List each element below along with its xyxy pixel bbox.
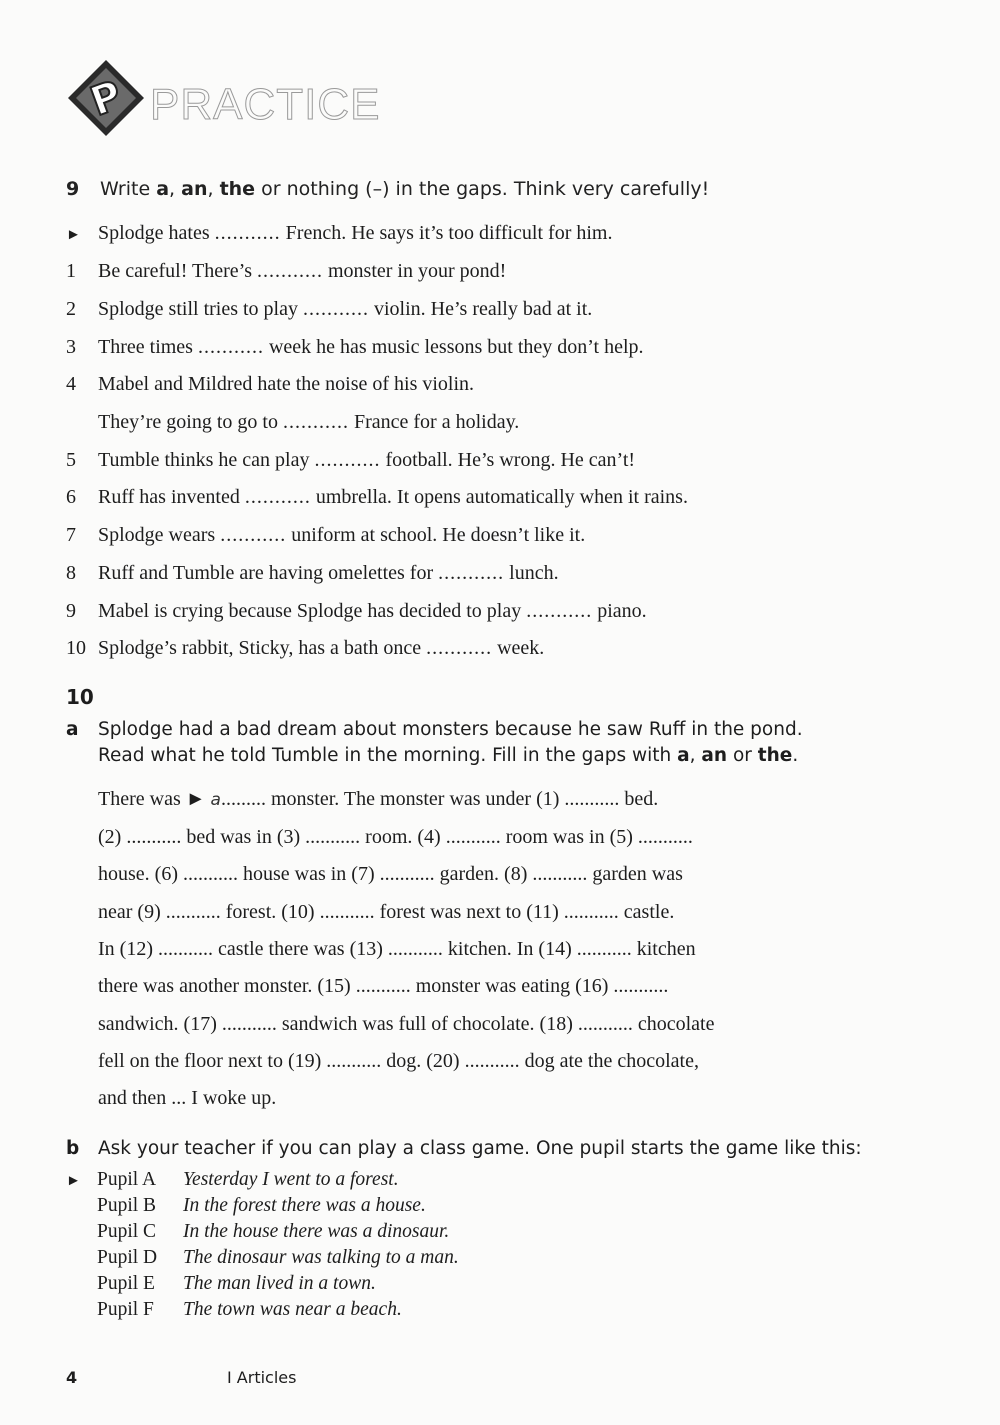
page-number: 4 xyxy=(66,1368,78,1387)
exercise-10-number: 10 xyxy=(66,685,94,709)
story-line: fell on the floor next to (19) ........... dog. (20) ........... dog ate the chocolate, xyxy=(98,1050,699,1072)
list-item: 1 Be careful! There’s ........... monster in your pond! xyxy=(66,260,507,282)
story-line: there was another monster. (15) ........... monster was eating (16) ........... xyxy=(98,975,669,997)
list-item: 8 Ruff and Tumble are having omelettes for ........... lunch. xyxy=(66,562,559,584)
pupil-line: Pupil C In the house there was a dinosaur. xyxy=(97,1221,450,1242)
story-line: sandwich. (17) ........... sandwich was full of chocolate. (18) ........... chocolate xyxy=(98,1013,715,1035)
list-item: 6 Ruff has invented ........... umbrella. It opens automatically when it rains. xyxy=(66,486,688,508)
story-line: house. (6) ........... house was in (7) ........... garden. (8) ........... garden was xyxy=(98,863,683,885)
pupil-line: ► Pupil A Yesterday I went to a forest. xyxy=(66,1169,399,1190)
list-item: 7 Splodge wears ........... uniform at school. He doesn’t like it. xyxy=(66,524,586,546)
story-line: near (9) ........... forest. (10) ........... forest was next to (11) ........... castle. xyxy=(98,901,675,923)
pupil-line: Pupil D The dinosaur was talking to a man. xyxy=(97,1247,459,1268)
list-item: ► Splodge hates ........... French. He says it’s too difficult for him. xyxy=(66,222,613,244)
story-line: There was ► a......... monster. The monster was under (1) ........... bed. xyxy=(98,788,659,810)
page-title: PRACTICE xyxy=(150,80,381,129)
list-item: They’re going to go to ........... France for a holiday. xyxy=(98,411,520,433)
list-item: 4 Mabel and Mildred hate the noise of his violin. xyxy=(66,373,475,395)
pupil-line: Pupil B In the forest there was a house. xyxy=(97,1195,426,1216)
story-line: In (12) ........... castle there was (13) ........... kitchen. In (14) ........... kitchen xyxy=(98,938,696,960)
exercise-10a-instruction: a Splodge had a bad dream about monsters because he saw Ruff in the pond. Read what he told Tumble in the morning. Fill in the gaps with a, an or the. xyxy=(66,719,803,766)
story-line: (2) ........... bed was in (3) ........... room. (4) ........... room was in (5) ........... xyxy=(98,826,693,848)
list-item: 9 Mabel is crying because Splodge has decided to play ........... piano. xyxy=(66,600,647,622)
svg-text:P: P xyxy=(84,72,128,126)
chapter-title: I Articles xyxy=(227,1368,297,1387)
practice-logo-icon xyxy=(66,58,146,138)
list-item: 10 Splodge’s rabbit, Sticky, has a bath once ........... week. xyxy=(66,637,545,659)
story-line: and then ... I woke up. xyxy=(98,1087,277,1109)
pupil-line: Pupil F The town was near a beach. xyxy=(97,1299,402,1320)
pupil-line: Pupil E The man lived in a town. xyxy=(97,1273,376,1294)
list-item: 3 Three times ........... week he has music lessons but they don’t help. xyxy=(66,336,644,358)
list-item: 5 Tumble thinks he can play ........... football. He’s wrong. He can’t! xyxy=(66,449,636,471)
handwritten-answer: a xyxy=(210,790,221,810)
exercise-10b-instruction: b Ask your teacher if you can play a class game. One pupil starts the game like this: xyxy=(66,1138,862,1159)
exercise-9-instruction: 9 Write a, an, the or nothing (–) in the gaps. Think very carefully! xyxy=(66,178,710,200)
list-item: 2 Splodge still tries to play ........... violin. He’s really bad at it. xyxy=(66,298,593,320)
